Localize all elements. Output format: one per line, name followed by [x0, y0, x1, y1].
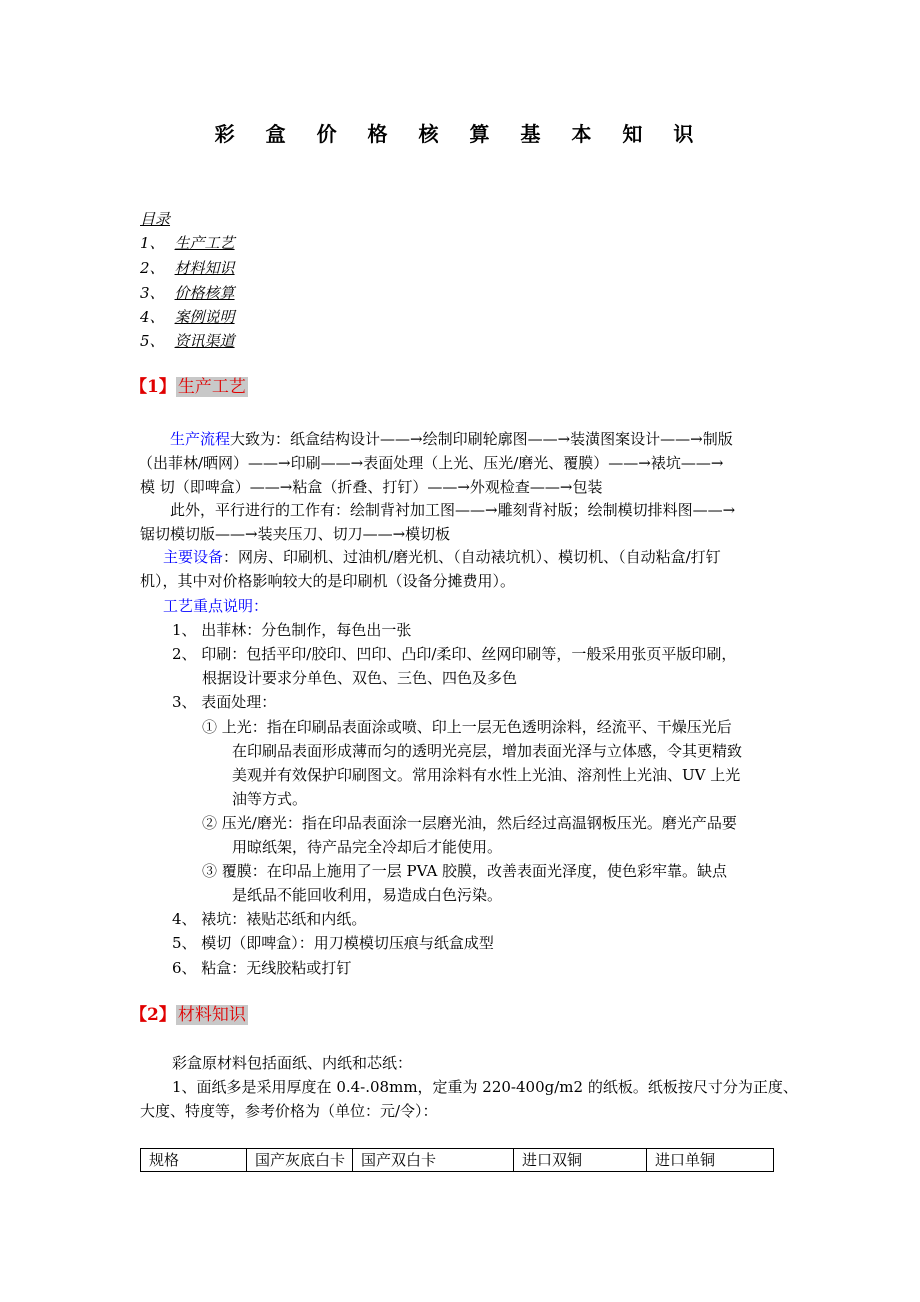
paper-price-table [140, 1148, 774, 1172]
flow-line: （出菲林/晒网）——→印刷——→表面处理（上光、压光/磨光、覆膜）——→裱坑——→ [138, 454, 724, 472]
list-item: ③ 覆膜：在印品上施用了一层 PVA 胶膜，改善表面光泽度，使色彩牢靠。缺点 [202, 862, 728, 880]
toc-num: 4、 [140, 308, 165, 326]
toc-num: 5、 [140, 332, 165, 350]
paragraph-line: 1、面纸多是采用厚度在 0.4-.08mm，定重为 220-400g/m2 的纸板。纸板按尺寸分为正度、 [172, 1078, 798, 1096]
list-item: 在印刷品表面形成薄而匀的透明光亮层，增加表面光泽与立体感，令其更精致 [232, 742, 743, 760]
toc-num: 1、 [140, 234, 165, 252]
section-1-heading [130, 377, 248, 397]
flow-line [170, 429, 733, 449]
table-header-cell: 国产灰底白卡 [247, 1149, 353, 1172]
list-item: 4、 裱坑：裱贴芯纸和内纸。 [172, 910, 367, 928]
key-points-label: 工艺重点说明： [163, 597, 269, 615]
list-item: 5、 模切（即啤盒）：用刀模模切压痕与纸盒成型 [172, 934, 494, 952]
section-2-heading [130, 1005, 248, 1025]
list-item: 2、 印刷：包括平印/胶印、凹印、凸印/柔印、丝网印刷等，一般采用张页平版印刷， [172, 645, 737, 663]
table-header-cell: 进口单铜 [647, 1149, 774, 1172]
table-header-cell: 规格 [141, 1149, 247, 1172]
toc-item[interactable] [140, 307, 235, 327]
equip-line: 机），其中对价格影响较大的是印刷机（设备分摊费用）。 [140, 572, 516, 590]
section-number: 【1】 [130, 377, 176, 397]
page-title: 彩 盒 价 格 核 算 基 本 知 识 [214, 122, 706, 146]
flow-label: 生产流程 [170, 430, 231, 448]
toc-link[interactable]: 价格核算 [174, 284, 235, 302]
paragraph-line: 大度、特度等，参考价格为（单位：元/令）： [140, 1102, 438, 1120]
toc-heading: 目录 [140, 210, 171, 228]
equip-text: ：网房、印刷机、过油机/磨光机、（自动裱坑机）、模切机、（自动粘盒/打钉 [223, 548, 721, 566]
list-item: 3、 表面处理： [172, 693, 277, 711]
flow-line: 此外，平行进行的工作有：绘制背衬加工图——→雕刻背衬版；绘制模切排料图——→ [170, 501, 736, 519]
flow-line: 模 切（即啤盒）——→粘盒（折叠、打钉）——→外观检查——→包装 [140, 478, 603, 496]
toc-item[interactable] [140, 283, 235, 303]
toc-link[interactable]: 案例说明 [174, 308, 235, 326]
list-item: ① 上光：指在印刷品表面涂或喷、印上一层无色透明涂料，经流平、干燥压光后 [202, 718, 732, 736]
paragraph-line: 彩盒原材料包括面纸、内纸和芯纸： [172, 1054, 413, 1072]
toc-num: 3、 [140, 284, 165, 302]
equip-label: 主要设备 [163, 548, 224, 566]
toc-link[interactable]: 材料知识 [174, 259, 235, 277]
table-header-cell: 进口双铜 [514, 1149, 647, 1172]
list-item: 美观并有效保护印刷图文。常用涂料有水性上光油、溶剂性上光油、UV 上光 [232, 766, 741, 784]
section-title: 材料知识 [177, 1005, 246, 1025]
toc-item[interactable] [140, 331, 235, 351]
list-item: 用晾纸架，待产品完全冷却后才能使用。 [232, 838, 503, 856]
toc-label [140, 209, 170, 229]
toc-link[interactable]: 生产工艺 [174, 234, 235, 252]
list-item: 油等方式。 [232, 790, 308, 808]
list-item: 6、 粘盒：无线胶粘或打钉 [172, 959, 352, 977]
toc-num: 2、 [140, 259, 165, 277]
list-item: 根据设计要求分单色、双色、三色、四色及多色 [202, 669, 518, 687]
table-header-cell: 国产双白卡 [353, 1149, 514, 1172]
toc-link[interactable]: 资讯渠道 [174, 332, 235, 350]
toc-item[interactable] [140, 233, 235, 253]
list-item: 1、 出菲林：分色制作，每色出一张 [172, 621, 412, 639]
section-title: 生产工艺 [177, 377, 246, 397]
flow-line: 锯切模切版——→装夹压刀、切刀——→模切板 [140, 525, 451, 543]
flow-text: 大致为：纸盒结构设计——→绘制印刷轮廓图——→装潢图案设计——→制版 [230, 430, 733, 448]
section-number: 【2】 [130, 1005, 176, 1025]
toc-item[interactable] [140, 258, 235, 278]
list-item: 是纸品不能回收利用，易造成白色污染。 [232, 886, 503, 904]
list-item: ② 压光/磨光：指在印品表面涂一层磨光油，然后经过高温钢板压光。磨光产品要 [202, 814, 737, 832]
table-header-row [141, 1149, 774, 1172]
equip-line [163, 547, 721, 567]
